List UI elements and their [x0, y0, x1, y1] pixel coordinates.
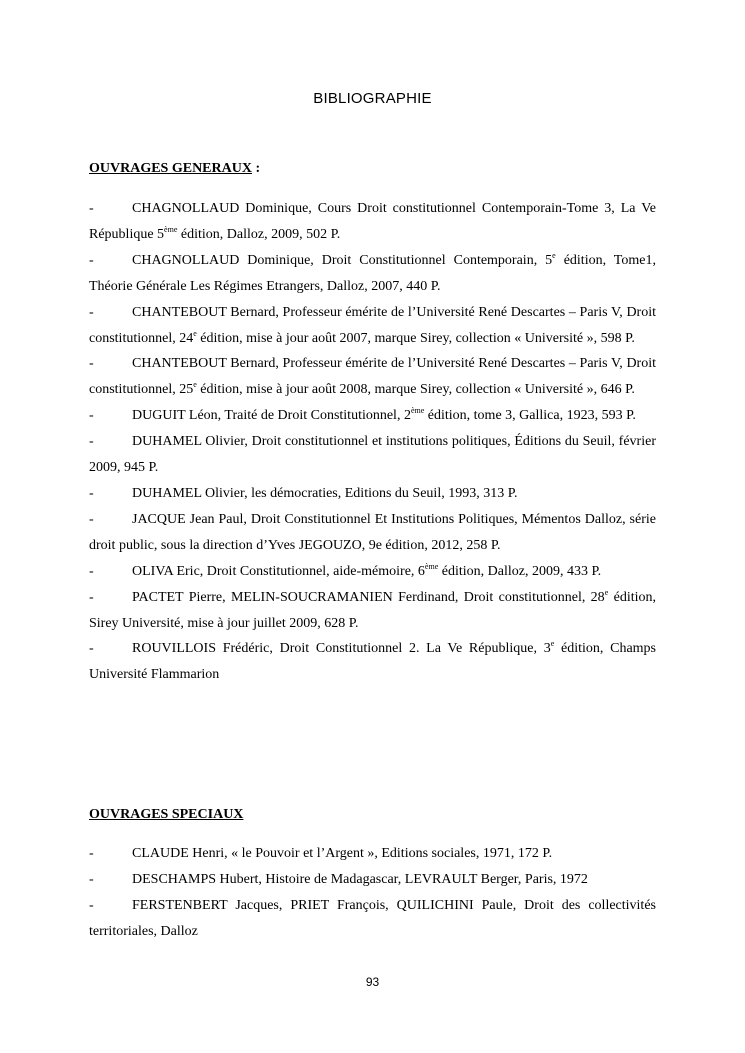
entry-dash: -	[89, 897, 94, 913]
bibliography-entry	[89, 481, 656, 507]
entry-text: CHAGNOLLAUD Dominique, Droit Constitutionnel Contemporain, 5	[132, 252, 553, 268]
bibliography-entry	[89, 196, 656, 248]
entry-text: édition, tome 3, Gallica, 1923, 593 P.	[424, 408, 636, 424]
entry-text: CHANTEBOUT Bernard, Professeur émérite de l’Université René Descartes – Paris V, Droit constitutionnel, 24	[89, 304, 656, 346]
entry-dash: -	[89, 485, 94, 501]
bibliography-entry	[89, 300, 656, 352]
entry-text: JACQUE Jean Paul, Droit Constitutionnel Et Institutions Politiques, Mémentos Dalloz, série droit public, sous la direction d’Yves JEGOUZO, 9e édition, 2012, 258 P.	[89, 511, 656, 553]
entry-text: PACTET Pierre, MELIN-SOUCRAMANIEN Ferdinand, Droit constitutionnel, 28	[132, 589, 605, 605]
section-heading-ouvrages-generaux	[89, 161, 260, 177]
section-heading-ouvrages-speciaux	[89, 807, 243, 823]
entry-superscript: e	[193, 328, 197, 338]
entry-text: DESCHAMPS Hubert, Histoire de Madagascar, LEVRAULT Berger, Paris, 1972	[132, 871, 588, 887]
entries-ouvrages-speciaux	[89, 841, 656, 945]
bibliography-entry	[89, 893, 656, 945]
entry-text: OLIVA Eric, Droit Constitutionnel, aide-mémoire, 6	[132, 563, 425, 579]
entries-ouvrages-generaux	[89, 196, 656, 688]
entry-text: ROUVILLOIS Frédéric, Droit Constitutionnel 2. La Ve République, 3	[132, 641, 551, 657]
entry-text: édition, Champs Université Flammarion	[89, 641, 656, 683]
entry-text: FERSTENBERT Jacques, PRIET François, QUILICHINI Paule, Droit des collectivités territoriales, Dalloz	[89, 897, 656, 939]
entry-text: édition, Sirey Université, mise à jour juillet 2009, 628 P.	[89, 589, 656, 631]
entry-dash: -	[89, 871, 94, 887]
entry-dash: -	[89, 563, 94, 579]
page-title: BIBLIOGRAPHIE	[313, 90, 432, 107]
entry-text: édition, mise à jour août 2008, marque Sirey, collection « Université », 646 P.	[196, 382, 635, 398]
entry-dash: -	[89, 846, 94, 861]
bibliography-entry	[89, 403, 656, 429]
bibliography-entry	[89, 867, 656, 893]
bibliography-entry	[89, 841, 656, 867]
entry-superscript: e	[604, 587, 609, 597]
bibliography-entry	[89, 507, 656, 559]
entry-text: CHAGNOLLAUD Dominique, Cours Droit constitutionnel Contemporain-Tome 3, La Ve République 5	[89, 201, 656, 242]
section-heading-text: OUVRAGES SPECIAUX	[89, 807, 244, 822]
entry-text: DUHAMEL Olivier, les démocraties, Editions du Seuil, 1993, 313 P.	[132, 485, 518, 501]
entry-dash: -	[89, 252, 94, 268]
entry-superscript: e	[552, 250, 556, 260]
entry-text: CLAUDE Henri, « le Pouvoir et l’Argent », Editions sociales, 1971, 172 P.	[132, 846, 553, 861]
page-number: 93	[365, 975, 380, 989]
entry-superscript: e	[550, 639, 555, 649]
bibliography-entry	[89, 351, 656, 403]
bibliography-entry	[89, 429, 656, 481]
entry-dash: -	[89, 511, 94, 527]
section-heading-suffix: :	[251, 161, 261, 176]
entry-text: édition, Dalloz, 2009, 433 P.	[438, 563, 602, 579]
bibliography-entry	[89, 248, 656, 300]
entry-text: DUHAMEL Olivier, Droit constitutionnel et institutions politiques, Éditions du Seuil, février 2009, 945 P.	[89, 434, 656, 476]
entry-dash: -	[89, 641, 94, 657]
bibliography-entry	[89, 636, 656, 688]
entry-superscript: ème	[424, 561, 439, 571]
entry-dash: -	[89, 434, 94, 450]
entry-dash: -	[89, 408, 94, 424]
entry-dash: -	[89, 356, 94, 372]
entry-text: CHANTEBOUT Bernard, Professeur émérite de l’Université René Descartes – Paris V, Droit constitutionnel, 25	[89, 356, 656, 398]
entry-dash: -	[89, 589, 94, 605]
entry-superscript: ème	[164, 224, 178, 234]
entry-dash: -	[89, 304, 94, 320]
entry-superscript: ème	[410, 406, 425, 416]
bibliography-entry	[89, 585, 656, 637]
bibliography-entry	[89, 559, 656, 585]
entry-superscript: e	[193, 380, 197, 390]
entry-dash: -	[89, 201, 94, 216]
entry-text: édition, mise à jour août 2007, marque Sirey, collection « Université », 598 P.	[196, 330, 635, 346]
entry-text: édition, Tome1, Théorie Générale Les Régimes Etrangers, Dalloz, 2007, 440 P.	[89, 252, 656, 294]
entry-text: DUGUIT Léon, Traité de Droit Constitutionnel, 2	[132, 408, 411, 424]
section-heading-text: OUVRAGES GENERAUX	[89, 161, 252, 176]
entry-text: édition, Dalloz, 2009, 502 P.	[177, 226, 341, 242]
